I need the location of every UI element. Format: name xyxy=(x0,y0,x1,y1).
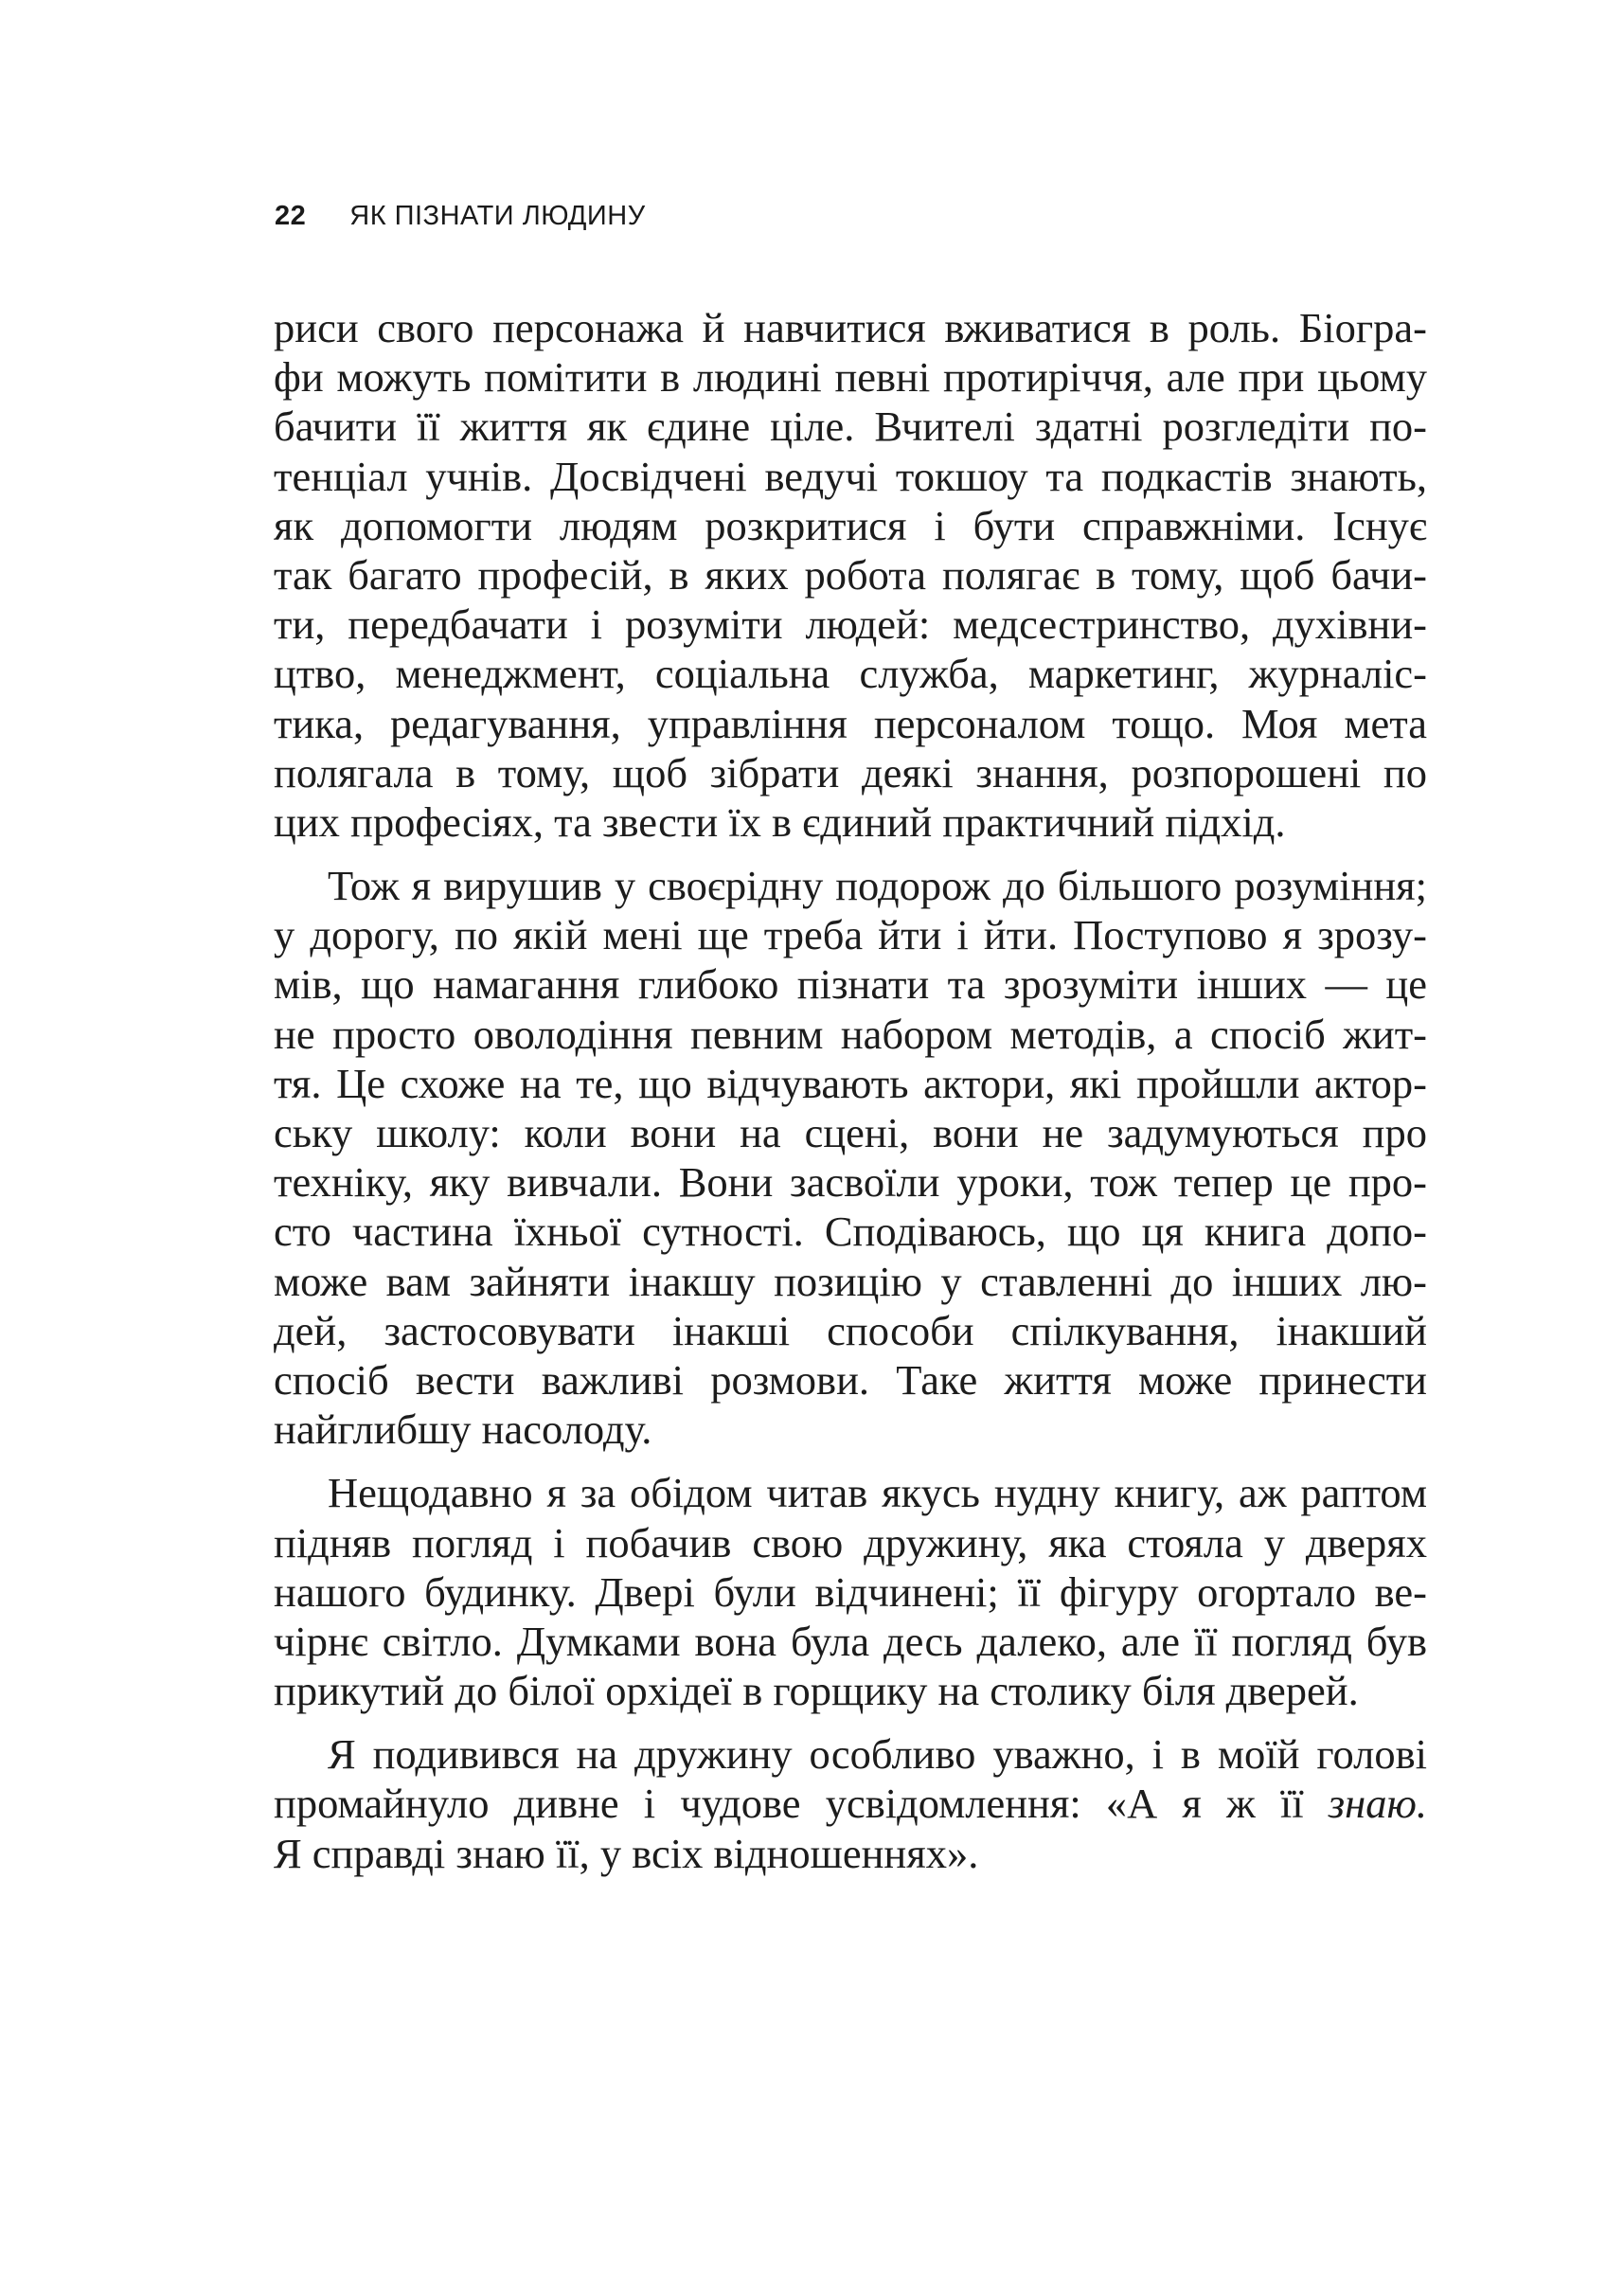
text-line: цтво, менеджмент, соціальна служба, маркетинг, журналіс- xyxy=(274,650,1427,698)
text-line: риси свого персонажа й навчитися вживатися в роль. Біогра- xyxy=(274,304,1427,351)
text-line: техніку, яку вивчали. Вони засвоїли уроки, тож тепер це про- xyxy=(274,1158,1427,1207)
paragraph-4 xyxy=(274,1729,1427,1878)
text-line-with-emphasis xyxy=(274,1779,1427,1828)
text-line: може вам зайняти інакшу позицію у ставленні до інших лю- xyxy=(274,1257,1427,1305)
text-line: підняв погляд і побачив свою дружину, яка стояла у дверях xyxy=(274,1518,1427,1566)
text-line: бачити її життя як єдине ціле. Вчителі здатні розгледіти по- xyxy=(274,403,1427,451)
body-text xyxy=(274,303,1427,1892)
text-line: Тож я вирушив у своєрідну подорож до більшого розуміння; xyxy=(328,862,1427,910)
book-title: ЯК ПІЗНАТИ ЛЮДИНУ xyxy=(349,201,646,231)
paragraph-1 xyxy=(274,303,1427,847)
text-line: фи можуть помітити в людині певні протиріччя, але при цьому xyxy=(274,353,1427,402)
text-line: сто частина їхньої сутності. Сподіваюсь, що ця книга допо- xyxy=(274,1208,1427,1256)
italic-emphasis: знаю. xyxy=(1328,1780,1427,1828)
running-head xyxy=(275,201,646,232)
text-line: найглибшу насолоду. xyxy=(274,1405,652,1454)
text-line: тя. Це схоже на те, що відчувають актори, які пройшли актор- xyxy=(274,1059,1427,1107)
text-line: цих професіях, та звести їх в єдиний практичний підхід. xyxy=(274,797,1286,846)
text-line: тенціал учнів. Досвідчені ведучі токшоу та подкастів знають, xyxy=(274,452,1427,500)
text-line: чірнє світло. Думками вона була десь далеко, але її погляд був xyxy=(274,1617,1427,1665)
text-line: у дорогу, по якій мені ще треба йти і йти. Поступово я зрозу- xyxy=(274,911,1427,959)
text-line: нашого будинку. Двері були відчинені; її фігуру огортало ве- xyxy=(274,1567,1427,1616)
paragraph-3 xyxy=(274,1468,1427,1715)
text-line: тика, редагування, управління персоналом тощо. Моя мета xyxy=(274,699,1427,747)
text-line: не просто оволодіння певним набором методів, а спосіб жит- xyxy=(274,1010,1427,1058)
text-line: так багато професій, в яких робота полягає в тому, щоб бачи- xyxy=(274,550,1427,599)
text-line: Я подивився на дружину особливо уважно, і в моїй голові xyxy=(328,1730,1427,1779)
text-line: Нещодавно я за обідом читав якусь нудну книгу, аж раптом xyxy=(328,1469,1427,1517)
page-number: 22 xyxy=(275,201,307,231)
text-line: ську школу: коли вони на сцені, вони не задумуються про xyxy=(274,1109,1427,1156)
text-line: ти, передбачати і розуміти людей: медсестринство, духівни- xyxy=(274,600,1427,649)
text-line: полягала в тому, щоб зібрати деякі знання, розпорошені по xyxy=(274,748,1427,796)
text-line: Я справді знаю її, у всіх відношеннях». xyxy=(274,1829,979,1877)
text-fragment: промайнуло дивне і чудове усвідомлення: «А я ж її xyxy=(274,1780,1304,1828)
text-line: як допомогти людям розкритися і бути справжніми. Існує xyxy=(274,501,1427,549)
text-line: прикутий до білої орхідеї в горщику на столику біля дверей. xyxy=(274,1667,1359,1715)
paragraph-2 xyxy=(274,861,1427,1454)
text-line: мів, що намагання глибоко пізнати та зрозуміти інших — це xyxy=(274,960,1427,1009)
text-line: спосіб вести важливі розмови. Таке життя може принести xyxy=(274,1355,1427,1404)
text-line: дей, застосовувати інакші способи спілкування, інакший xyxy=(274,1306,1427,1354)
